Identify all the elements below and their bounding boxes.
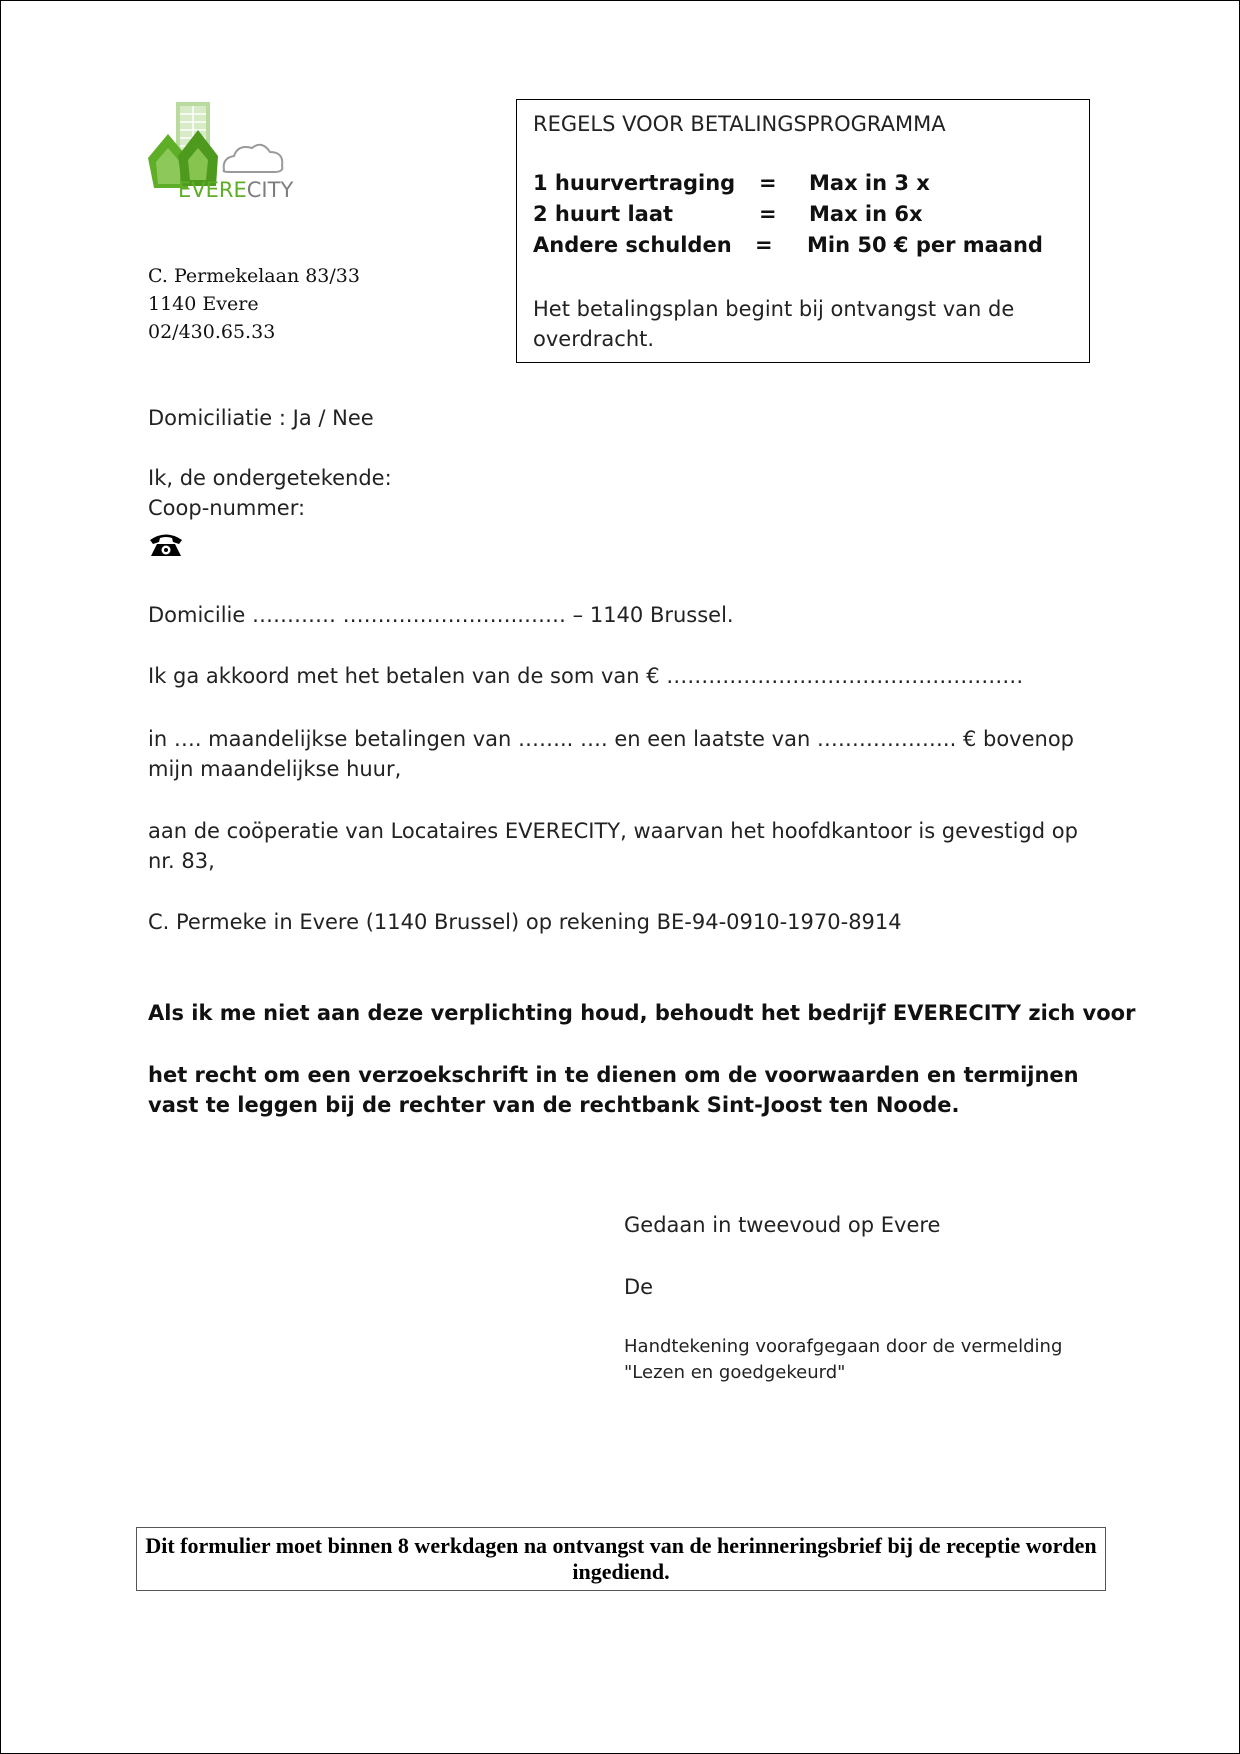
cooperative-info: aan de coöperatie van Locataires EVERECITY, waarvan het hoofdkantoor is gevestigd op nr. 83,	[148, 819, 1078, 873]
address-city: 1140 Evere	[148, 293, 259, 315]
logo-text-evere: EVERE	[178, 178, 247, 202]
signature-de: De	[624, 1275, 654, 1299]
rule-value: Max in 6x	[809, 202, 923, 226]
telephone-icon	[148, 531, 184, 557]
rule-equals: =	[759, 202, 777, 226]
rule-value: Min 50 € per maand	[807, 233, 1043, 257]
address-phone: 02/430.65.33	[148, 321, 276, 343]
obligation-clause: Als ik me niet aan deze verplichting houd, behoudt het bedrijf EVERECITY zich voor	[148, 1001, 1136, 1025]
amount-agreement: Ik ga akkoord met het betalen van de som van € ……………………………………………	[148, 664, 1024, 688]
rule-value: Max in 3 x	[809, 171, 930, 195]
domiciliatie-field: Domiciliatie : Ja / Nee	[148, 406, 374, 430]
domicilie-field: Domicilie ………… ……………………..…… – 1140 Brussel.	[148, 603, 734, 627]
sender-address	[148, 262, 360, 346]
rule-equals: =	[755, 233, 773, 257]
submission-notice: Dit formulier moet binnen 8 werkdagen na ontvangst van de herinneringsbrief bij de receptie worden ingediend.	[136, 1527, 1106, 1591]
coop-number-label: Coop-nummer:	[148, 496, 306, 520]
signature-instruction: Handtekening voorafgegaan door de vermelding "Lezen en goedgekeurd"	[624, 1336, 1063, 1383]
done-in-duplicate: Gedaan in tweevoud op Evere	[624, 1213, 941, 1237]
rule-label: Andere schulden	[533, 233, 732, 257]
logo-text-city: CITY	[246, 178, 294, 202]
address-street: C. Permekelaan 83/33	[148, 265, 360, 287]
undersigned-label: Ik, de ondergetekende:	[148, 466, 392, 490]
rules-note: Het betalingsplan begint bij ontvangst van de overdracht.	[533, 297, 1015, 351]
logo-wordmark	[178, 178, 293, 202]
bank-account: C. Permeke in Evere (1140 Brussel) op rekening BE-94-0910-1970-8914	[148, 910, 902, 934]
petition-clause: het recht om een verzoekschrift in te dienen om de voorwaarden en termijnen vast te leggen bij de rechter van de rechtbank Sint-Joost ten Noode.	[148, 1063, 1079, 1117]
rule-label: 2 huurt laat	[533, 202, 674, 226]
rule-label: 1 huurvertraging	[533, 171, 736, 195]
monthly-payments: in …. maandelijkse betalingen van …….. …. en een laatste van ……………….. € bovenop mijn maandelijkse huur,	[148, 727, 1075, 781]
payment-rules-box	[516, 99, 1090, 363]
rule-equals: =	[759, 171, 777, 195]
rules-title: REGELS VOOR BETALINGSPROGRAMMA	[533, 112, 946, 136]
everecity-logo	[146, 100, 308, 208]
